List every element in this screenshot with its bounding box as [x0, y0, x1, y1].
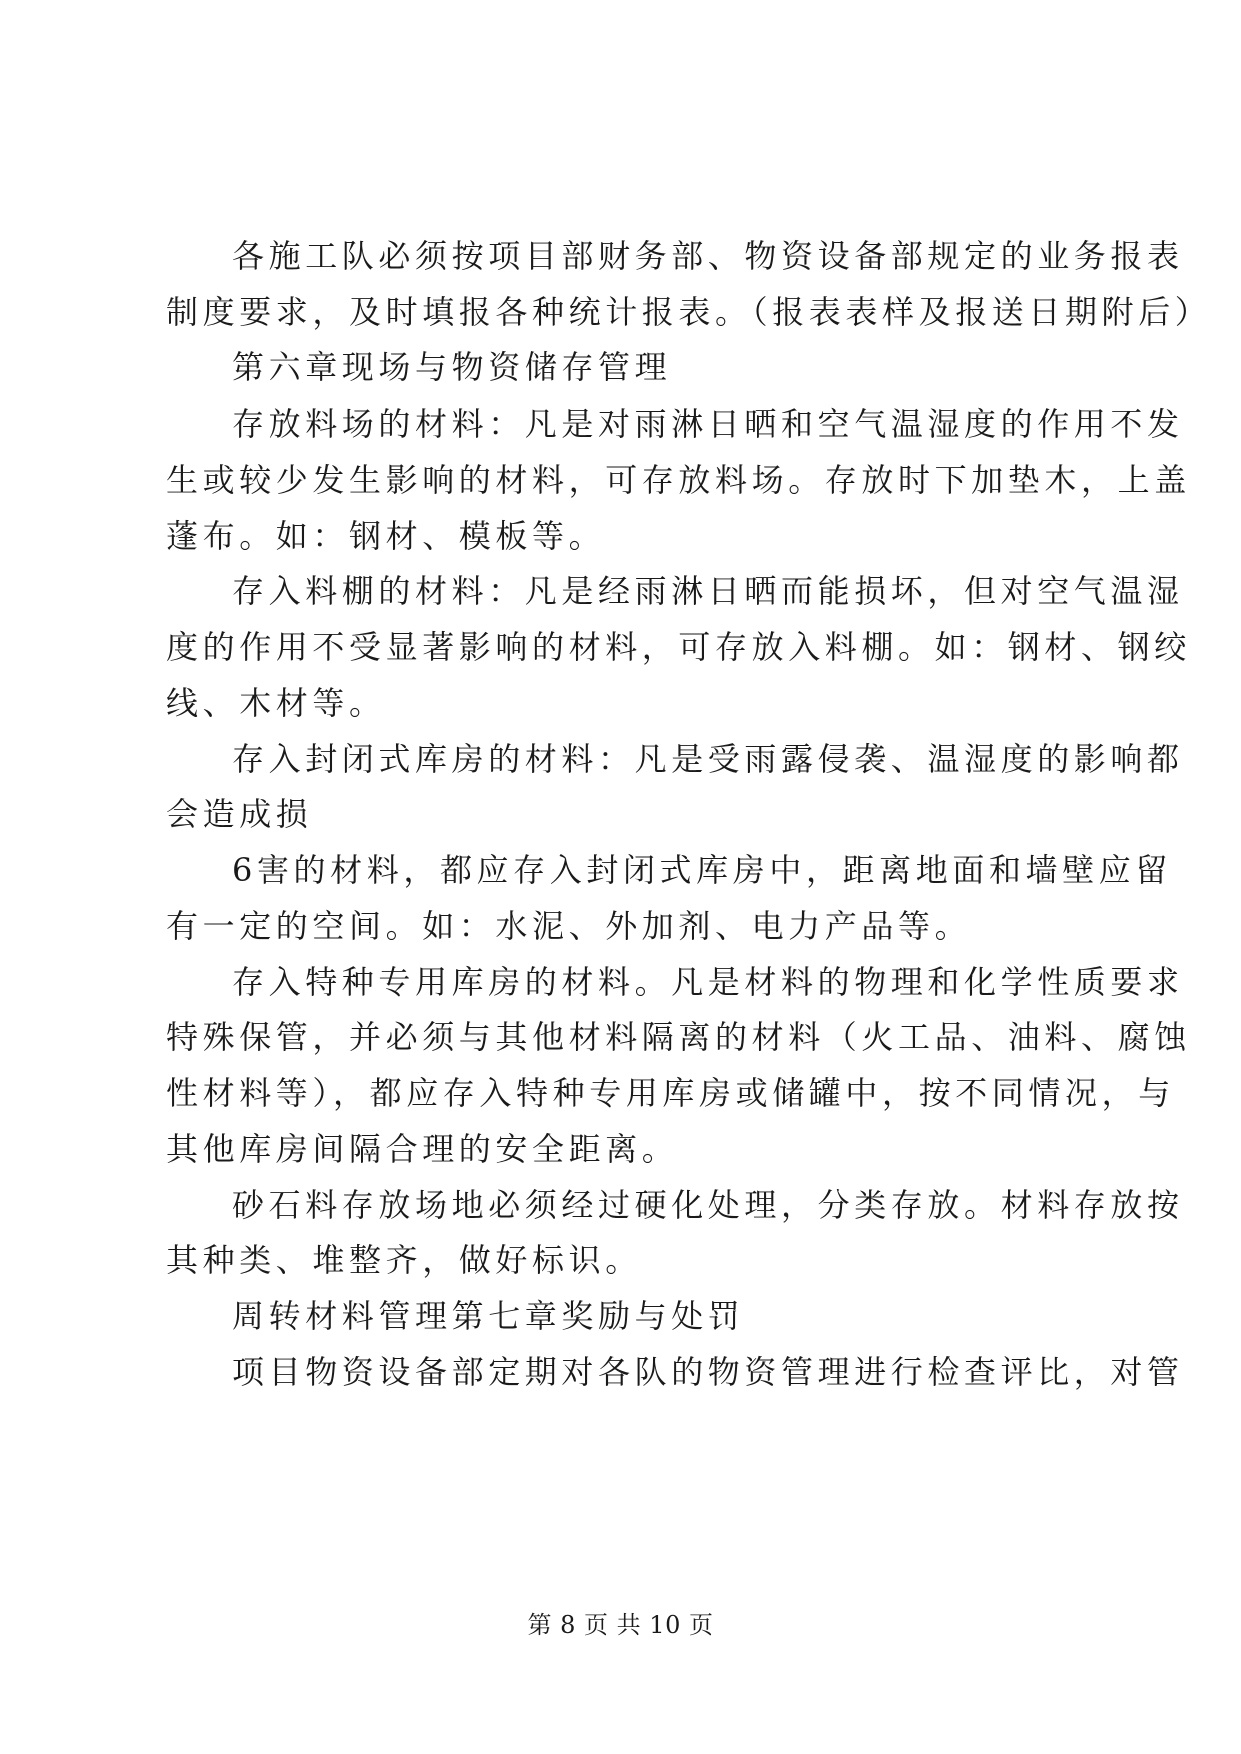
paragraph-line: 性材料等），都应存入特种专用库房或储罐中，按不同情况，与: [166, 1074, 1175, 1112]
paragraph-line: 存放料场的材料：凡是对雨淋日晒和空气温湿度的作用不发: [232, 405, 1184, 443]
page-footer: 第 8 页 共 10 页: [527, 1611, 714, 1639]
chapter-heading: 第六章现场与物资储存管理: [232, 348, 672, 386]
paragraph-line: 存入封闭式库房的材料：凡是受雨露侵袭、温湿度的影响都: [232, 740, 1184, 778]
paragraph-line: 存入特种专用库房的材料。凡是材料的物理和化学性质要求: [232, 963, 1184, 1001]
paragraph-line: 各施工队必须按项目部财务部、物资设备部规定的业务报表: [232, 237, 1184, 275]
paragraph-line: 6害的材料，都应存入封闭式库房中，距离地面和墙壁应留: [232, 851, 1172, 889]
paragraph-line: 其他库房间隔合理的安全距离。: [166, 1130, 679, 1168]
paragraph-line: 蓬布。如：钢材、模板等。: [166, 517, 606, 555]
paragraph-line: 度的作用不受显著影响的材料，可存放入料棚。如：钢材、钢绞: [166, 628, 1191, 666]
paragraph-line: 线、木材等。: [166, 684, 386, 722]
paragraph-line: 特殊保管，并必须与其他材料隔离的材料（火工品、油料、腐蚀: [166, 1018, 1191, 1056]
paragraph-line: 会造成损: [166, 795, 313, 833]
paragraph-line: 有一定的空间。如：水泥、外加剂、电力产品等。: [166, 907, 972, 945]
paragraph-line: 生或较少发生影响的材料，可存放料场。存放时下加垫木，上盖: [166, 461, 1191, 499]
paragraph-line: 存入料棚的材料：凡是经雨淋日晒而能损坏，但对空气温湿: [232, 572, 1184, 610]
paragraph-line: 其种类、堆整齐，做好标识。: [166, 1241, 642, 1279]
paragraph-line: 砂石料存放场地必须经过硬化处理，分类存放。材料存放按: [232, 1186, 1184, 1224]
paragraph-line: 项目物资设备部定期对各队的物资管理进行检查评比，对管: [232, 1353, 1184, 1391]
chapter-heading: 周转材料管理第七章奖励与处罚: [232, 1297, 745, 1335]
paragraph-line: 制度要求，及时填报各种统计报表。（报表表样及报送日期附后）: [166, 293, 1212, 331]
